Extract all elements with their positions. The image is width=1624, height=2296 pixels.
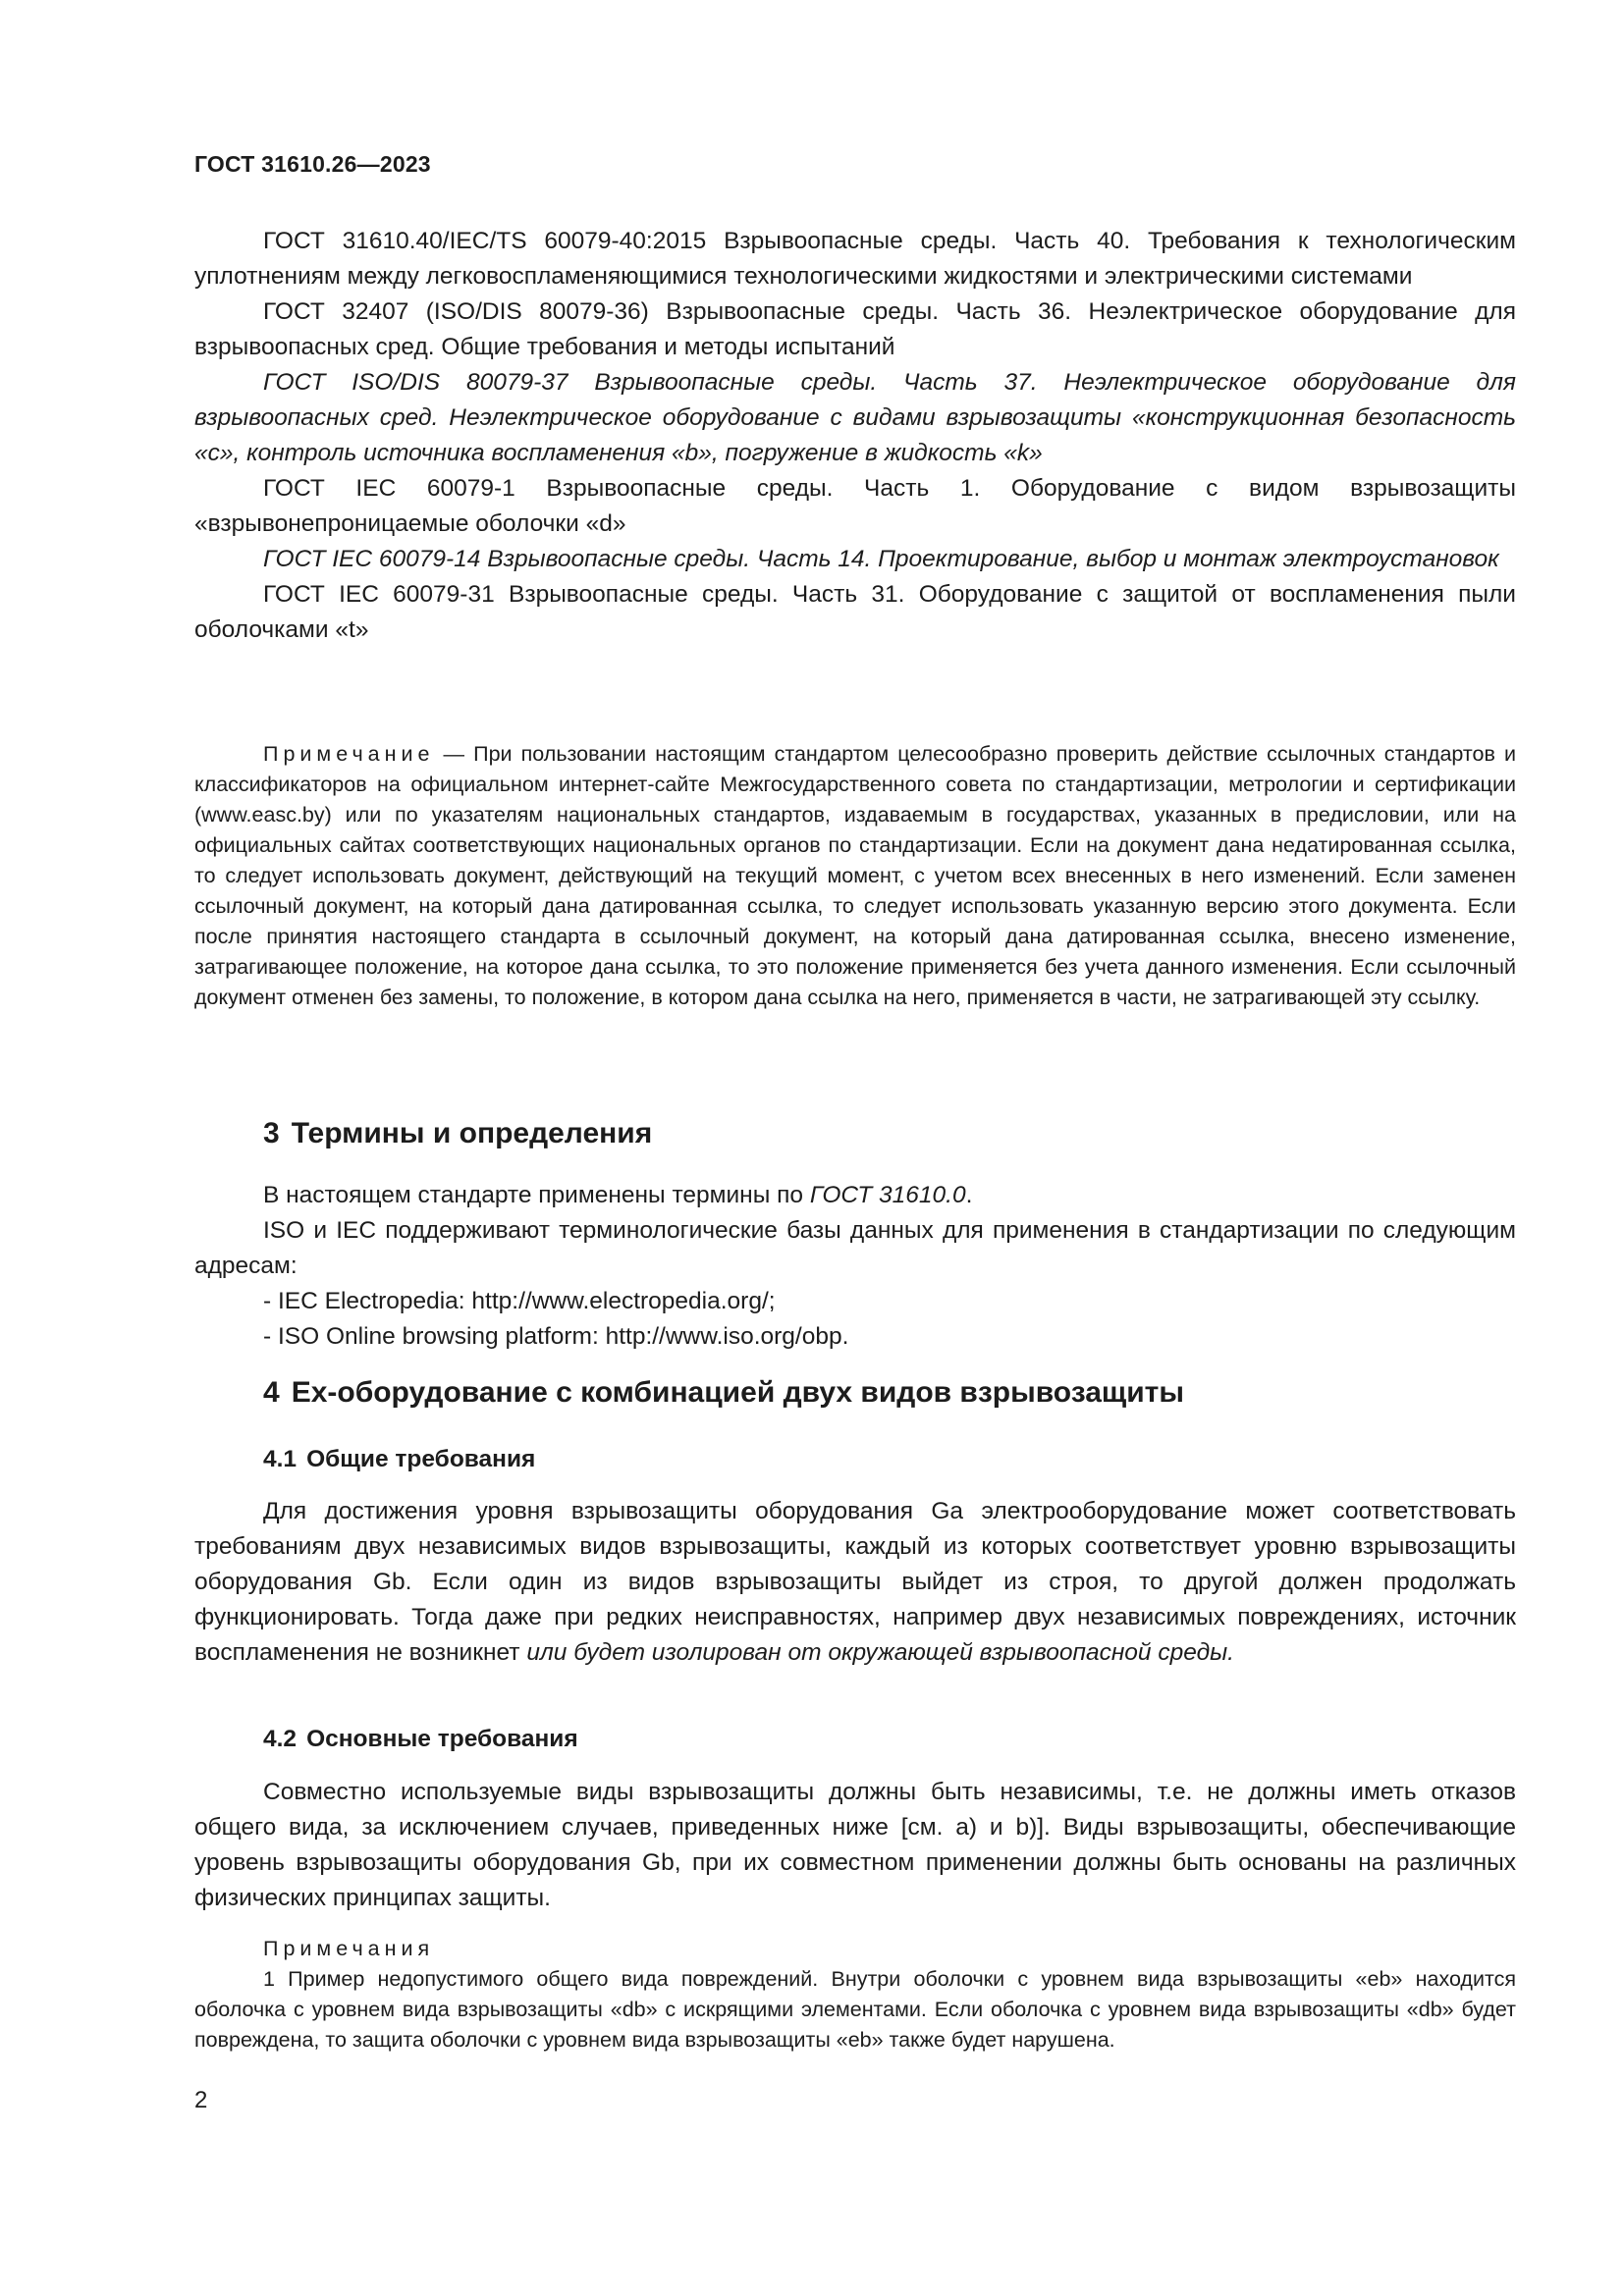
section-heading: 3 Термины и определения <box>263 1117 653 1149</box>
subsection-4-2-body <box>194 1775 1516 1916</box>
paragraph: Совместно используемые виды взрывозащиты должны быть независимы, т.е. не должны иметь отказов общего вида, за исключением случаев, приведенных ниже [см. а) и b)]. Виды взрывозащиты, обеспечивающие уровень взрывозащиты оборудования Gb, при их совместном применении должны быть основаны на различных физических принципах защиты. <box>194 1779 1516 1911</box>
reference-item: ГОСТ 32407 (ISO/DIS 80079-36) Взрывоопасные среды. Часть 36. Неэлектрическое оборудование для взрывоопасных сред. Общие требования и методы испытаний <box>194 298 1516 360</box>
notes-label: Примечания <box>263 1937 435 1960</box>
reference-item: ГОСТ ISO/DIS 80079-37 Взрывоопасные среды. Часть 37. Неэлектрическое оборудование для взрывоопасных сред. Неэлектрическое оборудование с видами взрывозащиты «конструкционная безопасность «с», контроль источника воспламенения «b», погружение в жидкость «k» <box>194 369 1517 466</box>
section-4 <box>194 1376 1516 1410</box>
section-3-body <box>194 1178 1516 1355</box>
subsection-4-2 <box>194 1726 1516 1753</box>
section-3 <box>194 1117 1516 1150</box>
subsection-4-1 <box>194 1446 1516 1473</box>
list-item: - IEC Electropedia: http://www.electropedia.org/; <box>263 1288 776 1314</box>
note-text: Примечание — При пользовании настоящим стандартом целесообразно проверить действие ссылочных стандартов и классификаторов на официальном интернет-сайте Межгосударственного совета по стандартизации, метрологии и сертификации (www.easc.by) или по указателям национальных стандартов, издаваемым в государствах, указанных в предисловии, или на официальных сайтах соответствующих национальных органов по стандартизации. Если на документ дана недатированная ссылка, то следует использовать документ, действующий на текущий момент, с учетом всех внесенных в него изменений. Если заменен ссылочный документ, на который дана датированная ссылка, то следует использовать указанную версию этого документа. Если после принятия настоящего стандарта в ссылочный документ, на который дана датированная ссылка, внесено изменение, затрагивающее положение, на которое дана ссылка, то это положение применяется без учета данного изменения. Если ссылочный документ отменен без замены, то положение, в котором дана ссылка на него, применяется в части, не затрагивающей эту ссылку. <box>194 742 1516 1009</box>
list-item: - ISO Online browsing platform: http://www.iso.org/obp. <box>263 1323 849 1350</box>
subsection-4-1-body <box>194 1494 1516 1671</box>
subsection-heading: 4.1 Общие требования <box>263 1446 536 1472</box>
paragraph: В настоящем стандарте применены термины по ГОСТ 31610.0. <box>263 1182 973 1208</box>
section-heading: 4 Ех-оборудование с комбинацией двух видов взрывозащиты <box>263 1376 1184 1409</box>
reference-item: ГОСТ IEC 60079-14 Взрывоопасные среды. Часть 14. Проектирование, выбор и монтаж электроустановок <box>263 546 1499 572</box>
note-block <box>194 739 1516 1013</box>
document-header: ГОСТ 31610.26—2023 <box>194 151 431 177</box>
paragraph: Для достижения уровня взрывозащиты оборудования Ga электрооборудование может соответствовать требованиям двух независимых видов взрывозащиты, каждый из которых соответствует уровню взрывозащиты оборудования Gb. Если один из видов взрывозащиты выйдет из строя, то другой должен продолжать функционировать. Тогда даже при редких неисправностях, например двух независимых повреждениях, источник воспламенения не возникнет или будет изолирован от окружающей взрывоопасной среды. <box>194 1498 1516 1666</box>
note-item: 1 Пример недопустимого общего вида повреждений. Внутри оболочки с уровнем вида взрывозащиты «eb» находится оболочка с уровнем вида взрывозащиты «db» с искрящими элементами. Если оболочка с уровнем вида взрывозащиты «db» будет повреждена, то защита оболочки с уровнем вида взрывозащиты «eb» также будет нарушена. <box>194 1967 1516 2052</box>
reference-list <box>194 224 1516 648</box>
page-number: 2 <box>194 2087 208 2113</box>
reference-item: ГОСТ IEC 60079-1 Взрывоопасные среды. Часть 1. Оборудование с видом взрывозащиты «взрывонепроницаемые оболочки «d» <box>194 475 1516 537</box>
notes-block <box>194 1934 1516 2056</box>
note-label: Примечание <box>263 742 435 766</box>
paragraph: ISO и IEC поддерживают терминологические базы данных для применения в стандартизации по следующим адресам: <box>194 1217 1516 1279</box>
subsection-heading: 4.2 Основные требования <box>263 1726 578 1752</box>
reference-item: ГОСТ IEC 60079-31 Взрывоопасные среды. Часть 31. Оборудование с защитой от воспламенения пыли оболочками «t» <box>194 581 1516 643</box>
reference-item: ГОСТ 31610.40/IEC/TS 60079-40:2015 Взрывоопасные среды. Часть 40. Требования к технологическим уплотнениям между легковоспламеняющимися технологическими жидкостями и электрическими системами <box>194 228 1516 290</box>
